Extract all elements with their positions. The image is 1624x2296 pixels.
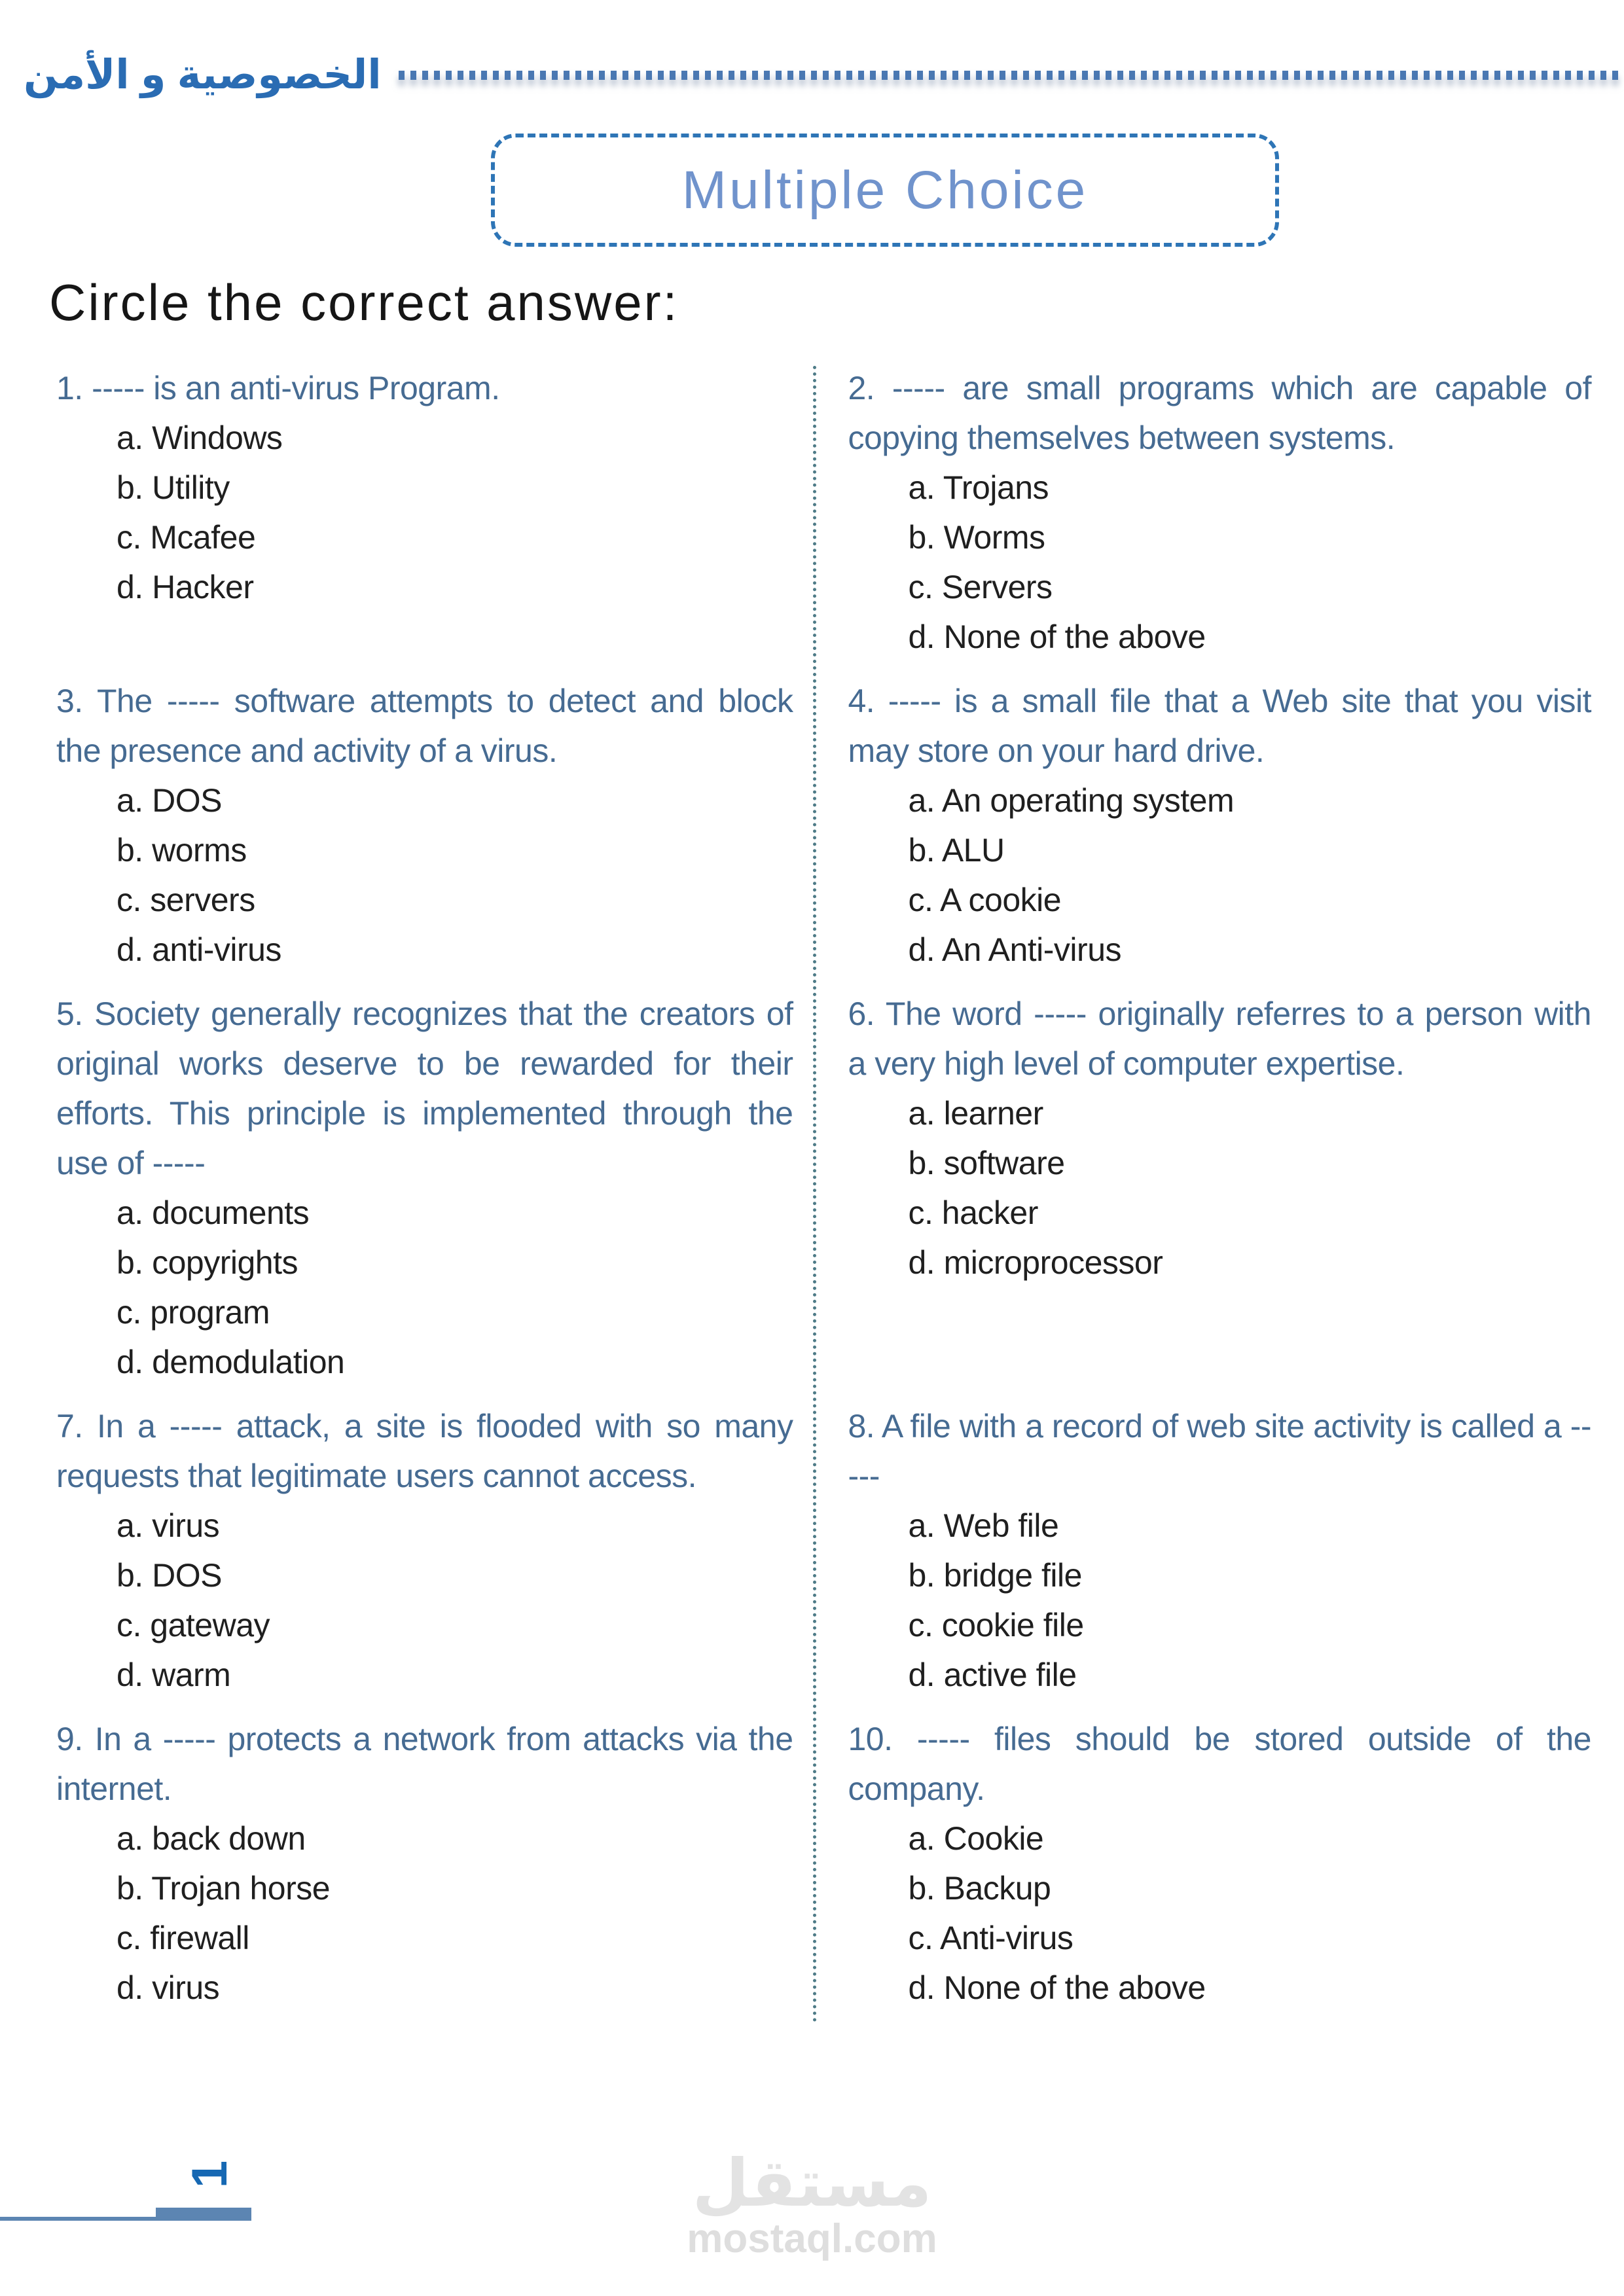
option: d. virus	[117, 1969, 220, 2006]
question-text: 7. In a ----- attack, a site is flooded with so many requests that legitimate users cannot access.	[56, 1408, 793, 1494]
question-block	[843, 989, 1592, 1387]
option: c. A cookie	[908, 882, 1062, 918]
page-header-arabic-title: الخصوصية و الأمن	[24, 52, 382, 98]
question-text: 5. Society generally recognizes that the creators of original works deserve to be rewarded for their efforts. This principle is implemented through the use of -----	[56, 996, 793, 1181]
page-number: 1	[182, 2160, 238, 2189]
option: d. None of the above	[908, 619, 1206, 655]
option: a. learner	[908, 1095, 1043, 1132]
option: d. microprocessor	[908, 1244, 1163, 1281]
question-block	[56, 1401, 805, 1700]
question-block	[843, 676, 1592, 975]
watermark-arabic: مستقل	[692, 2147, 932, 2220]
option: c. cookie file	[908, 1607, 1084, 1643]
question-text: 3. The ----- software attempts to detect and block the presence and activity of a virus.	[56, 683, 793, 769]
question-block	[843, 363, 1592, 662]
option: b. Worms	[908, 519, 1045, 556]
option: d. active file	[908, 1657, 1077, 1693]
question-block	[56, 989, 805, 1387]
option: d. demodulation	[117, 1344, 345, 1380]
option: a. back down	[117, 1820, 306, 1857]
option: d. An Anti-virus	[908, 931, 1121, 968]
option: b. DOS	[117, 1557, 222, 1594]
question-block	[56, 363, 805, 662]
option: b. Utility	[117, 469, 230, 506]
option: b. software	[908, 1145, 1065, 1181]
footer-line	[0, 2217, 156, 2221]
question-block	[843, 1401, 1592, 1700]
option: d. None of the above	[908, 1969, 1206, 2006]
option: c. servers	[117, 882, 255, 918]
option: c. gateway	[117, 1607, 270, 1643]
option: c. firewall	[117, 1920, 249, 1956]
option: b. ALU	[908, 832, 1005, 869]
option: d. Hacker	[117, 569, 254, 605]
option: b. bridge file	[908, 1557, 1082, 1594]
question-block	[56, 676, 805, 975]
option: b. Trojan horse	[117, 1870, 331, 1907]
section-title: Multiple Choice	[681, 160, 1089, 220]
option: c. Servers	[908, 569, 1053, 605]
option: c. Anti-virus	[908, 1920, 1074, 1956]
question-text: 2. ----- are small programs which are capable of copying themselves between systems.	[848, 370, 1591, 456]
instruction-heading: Circle the correct answer:	[49, 274, 679, 331]
watermark-domain: mostaql.com	[687, 2216, 937, 2261]
option: a. Cookie	[908, 1820, 1044, 1857]
option: d. anti-virus	[117, 931, 281, 968]
option: c. Mcafee	[117, 519, 256, 556]
option: b. copyrights	[117, 1244, 298, 1281]
option: a. documents	[117, 1194, 310, 1231]
option: a. DOS	[117, 782, 222, 819]
page-header	[0, 47, 1624, 103]
question-text: 9. In a ----- protects a network from attacks via the internet.	[56, 1721, 793, 1807]
watermark	[687, 2149, 937, 2259]
question-block	[56, 1714, 805, 2013]
header-dotted-line	[399, 71, 1624, 80]
title-box	[491, 134, 1279, 247]
question-text: 4. ----- is a small file that a Web site that you visit may store on your hard drive.	[848, 683, 1591, 769]
question-text: 6. The word ----- originally referres to a person with a very high level of computer expertise.	[848, 996, 1591, 1082]
option: c. program	[117, 1294, 270, 1331]
option: b. worms	[117, 832, 247, 869]
option: a. Web file	[908, 1507, 1059, 1544]
option: a. Trojans	[908, 469, 1049, 506]
footer-bar	[156, 2208, 251, 2221]
question-text: 1. ----- is an anti-virus Program.	[56, 370, 500, 406]
question-block	[843, 1714, 1592, 2013]
question-text: 10. ----- files should be stored outside of the company.	[848, 1721, 1591, 1807]
questions-grid	[56, 363, 1591, 2027]
question-text: 8. A file with a record of web site activity is called a -----	[848, 1408, 1591, 1494]
option: c. hacker	[908, 1194, 1038, 1231]
option: d. warm	[117, 1657, 231, 1693]
option: a. Windows	[117, 420, 283, 456]
option: a. An operating system	[908, 782, 1235, 819]
option: b. Backup	[908, 1870, 1051, 1907]
option: a. virus	[117, 1507, 220, 1544]
